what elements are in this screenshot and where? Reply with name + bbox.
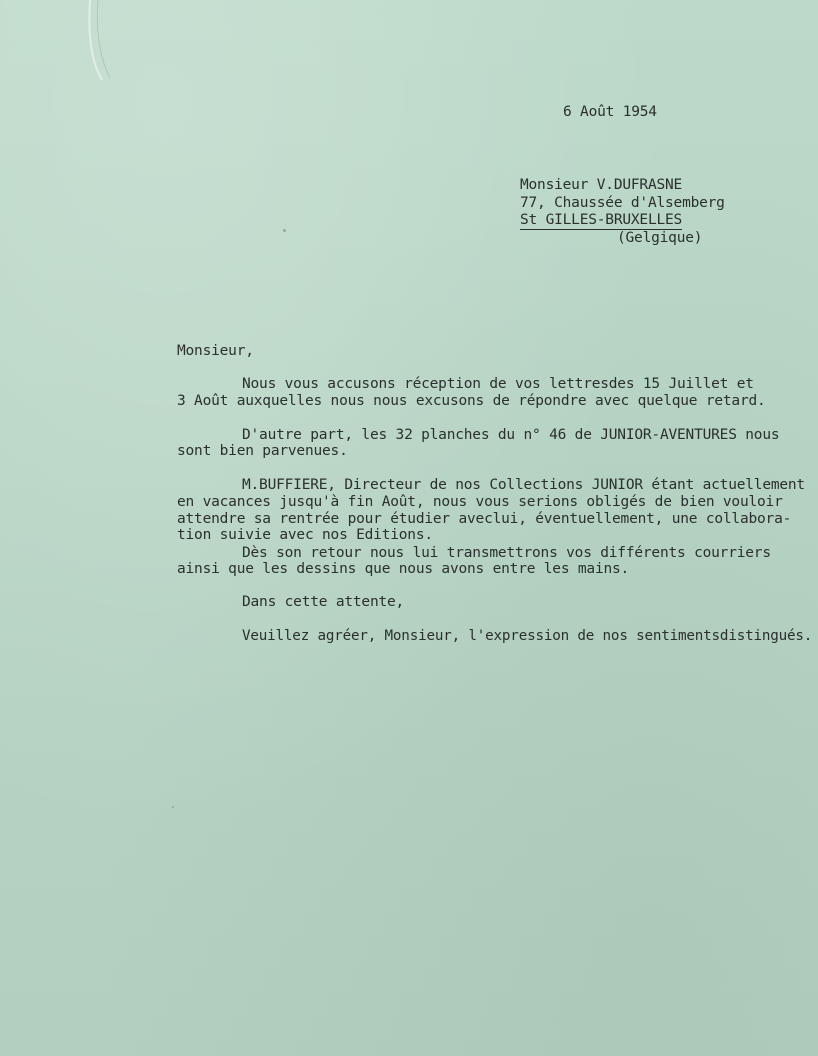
recipient-street: 77, Chaussée d'Alsemberg: [520, 195, 725, 211]
recipient-country: (Gelgique): [617, 230, 703, 246]
letter-date: 6 Août 1954: [563, 104, 657, 120]
paragraph-4-line-1: Dès son retour nous lui transmettrons vos différents courriers: [242, 545, 771, 561]
paragraph-2-line-1: D'autre part, les 32 planches du n° 46 de JUNIOR-AVENTURES nous: [242, 427, 780, 443]
recipient-city: St GILLES-BRUXELLES: [520, 212, 683, 228]
paragraph-3-line-3: attendre sa rentrée pour étudier aveclui, éventuellement, une collabora-: [177, 511, 792, 527]
paragraph-3-line-4: tion suivie avec nos Editions.: [177, 527, 433, 543]
paragraph-3-line-1: M.BUFFIERE, Directeur de nos Collections JUNIOR étant actuellement: [242, 477, 805, 493]
paper-speck: [283, 229, 286, 232]
paper-speck: [172, 806, 174, 808]
paragraph-4-line-2: ainsi que les dessins que nous avons entre les mains.: [177, 561, 630, 577]
paragraph-2-line-2: sont bien parvenues.: [177, 443, 348, 459]
paragraph-3-line-2: en vacances jusqu'à fin Août, nous vous serions obligés de bien vouloir: [177, 494, 783, 510]
paragraph-1-line-1: Nous vous accusons réception de vos lettresdes 15 Juillet et: [242, 376, 754, 392]
paragraph-1-line-2: 3 Août auxquelles nous nous excusons de répondre avec quelque retard.: [177, 393, 766, 409]
recipient-name: Monsieur V.DUFRASNE: [520, 177, 683, 193]
closing-line-2: Veuillez agréer, Monsieur, l'expression de nos sentimentsdistingués.: [242, 628, 813, 644]
salutation: Monsieur,: [177, 343, 254, 359]
closing-line-1: Dans cette attente,: [242, 594, 405, 610]
paper-fold-mark: [84, 0, 114, 86]
